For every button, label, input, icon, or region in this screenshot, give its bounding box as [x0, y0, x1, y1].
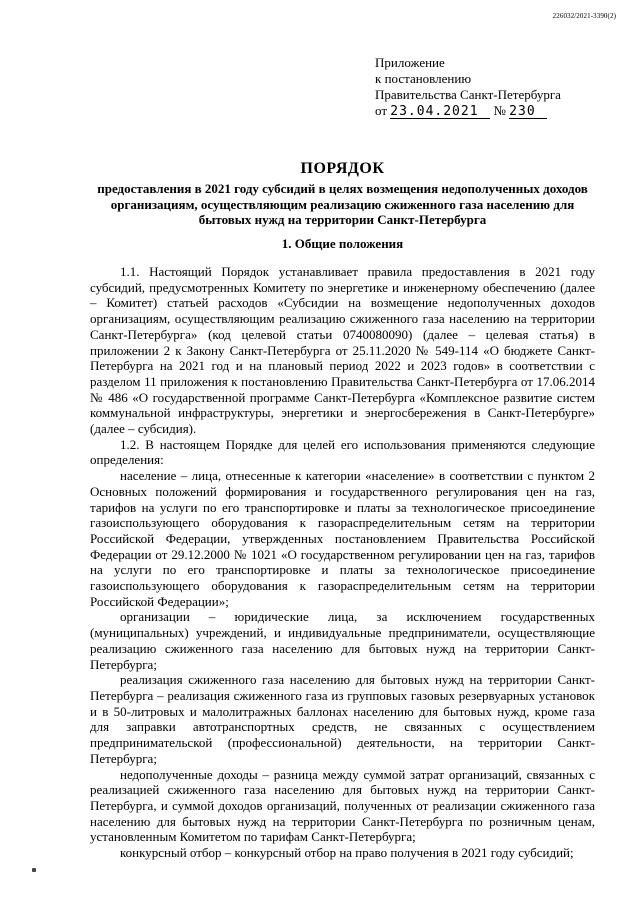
appendix-line-2: к постановлению: [375, 71, 472, 86]
appendix-line-1: Приложение: [375, 55, 445, 70]
appendix-date-line: [375, 103, 561, 119]
appendix-line-3: Правительства Санкт-Петербурга: [375, 87, 561, 102]
section-heading: 1. Общие положения: [281, 236, 404, 251]
definition-lost-income: недополученные доходы – разница между суммой затрат организаций, связанных с реализацией сжиженного газа населению для бытовых нужд на территории Санкт-Петербурга, и суммой доходов организаций, полученных от реализации сжиженного газа населению для бытовых нужд на территории Санкт-Петербурга по розничным ценам, установленным Комитетом по тарифам Санкт-Петербурга;: [90, 766, 595, 845]
appendix-block: [375, 55, 561, 119]
registration-number: 226032/2021-3390(2): [552, 12, 616, 20]
definition-population: население – лица, отнесенные к категории «население» в соответствии с пунктом 2 Основных положений формирования и государственного регулирования цен на газ, тарифов на услуги по его транспортировке и платы за технологическое присоединение газоиспользующего оборудования к газораспределительным сетям на территории Российской Федерации, утвержденных постановлением Правительства Российской Федерации от 29.12.2000 № 1021 «О государственном регулировании цен на газ, тарифов на услуги по его транспортировке и платы за технологическое присоединение газоиспользующего оборудования к газораспределительным сетям на территории Российской Федерации»;: [90, 468, 595, 609]
paragraph-1-2: 1.2. В настоящем Порядке для целей его использования применяются следующие определения:: [90, 436, 595, 468]
document-title: ПОРЯДОК: [300, 160, 385, 177]
number-value: 230: [509, 105, 547, 119]
definition-competitive-selection: конкурсный отбор – конкурсный отбор на право получения в 2021 году субсидий;: [120, 845, 574, 861]
number-prefix: №: [493, 103, 506, 118]
title-block: [90, 160, 595, 228]
definition-gas-sale: реализация сжиженного газа населению для бытовых нужд на территории Санкт-Петербурга – реализация сжиженного газа из групповых газовых резервуарных установок и в 50-литровых и малолитражных баллонах населению для бытовых нужд, кроме газа для заправки автотранспортных средств, не связанных с осуществлением предпринимательской (профессиональной) деятельности, на территории Санкт-Петербурга;: [90, 672, 595, 766]
date-prefix: от: [375, 103, 388, 118]
document-subtitle: предоставления в 2021 году субсидий в целях возмещения недополученных доходов организациям, осуществляющим реализацию сжиженного газа населению для бытовых нужд на территории Санкт-Петербурга: [97, 181, 588, 227]
definition-organizations: организации – юридические лица, за исключением государственных (муниципальных) учреждений, и индивидуальные предприниматели, осуществляющие реализацию сжиженного газа населению для бытовых нужд на территории Санкт-Петербурга;: [90, 609, 595, 672]
paragraph-1-1: 1.1. Настоящий Порядок устанавливает правила предоставления в 2021 году субсидий, предусмотренных Комитету по энергетике и инженерному обеспечению (далее – Комитет) статьей расходов «Субсидии на возмещение недополученных доходов организациям, осуществляющим реализацию сжиженного газа населению на территории Санкт-Петербурга» (код целевой статьи 0740080090) (далее – целевая статья) в приложении 2 к Закону Санкт-Петербурга от 25.11.2020 № 549-114 «О бюджете Санкт-Петербурга на 2021 год и на плановый период 2022 и 2023 годов» в соответствии с разделом 11 приложения к постановлению Правительства Санкт-Петербурга от 17.06.2014 № 486 «О государственной программе Санкт-Петербурга «Комплексное развитие систем коммунальной инфраструктуры, энергетики и энергосбережения в Санкт-Петербурге» (далее – субсидия).: [90, 264, 595, 437]
document-body: [90, 264, 595, 861]
date-value: 23.04.2021: [390, 105, 490, 119]
scan-mark: [32, 868, 36, 872]
